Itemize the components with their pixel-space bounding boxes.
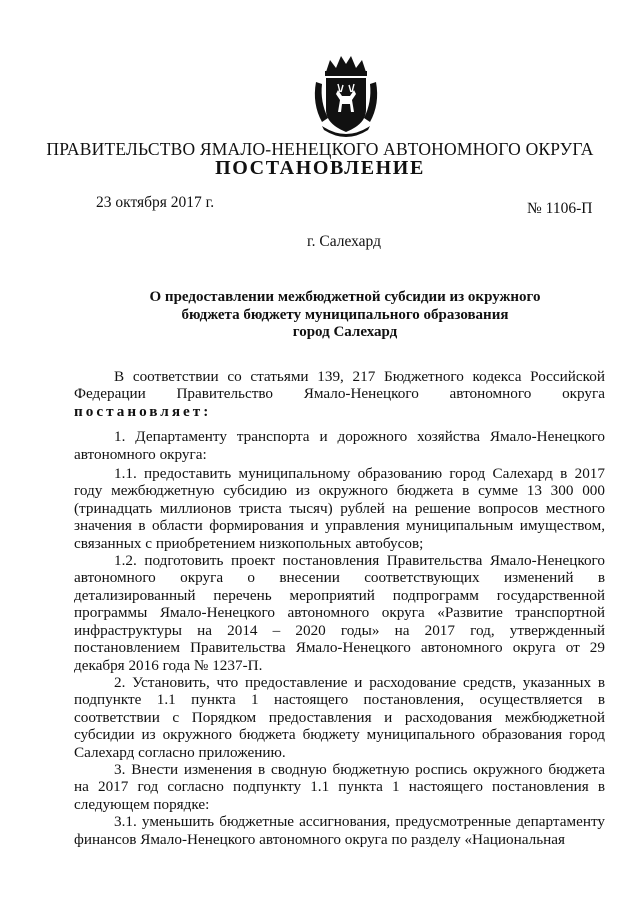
- subject-line: бюджета бюджету муниципального образования: [181, 306, 509, 323]
- document-city: г. Салехард: [307, 233, 381, 250]
- document-body: [74, 368, 605, 848]
- preamble-text: В соответствии со статьями 139, 217 Бюджетного кодекса Российской Федерации Правительство Ямало-Ненецкого автономного округа: [74, 368, 605, 403]
- preamble-paragraph: [74, 368, 605, 420]
- paragraph-3: 3. Внести изменения в сводную бюджетную роспись окружного бюджета на 2017 год согласно подпункту 1.1 пункта 1 настоящего постановления в следующем порядке:: [74, 760, 605, 813]
- subject-line: город Салехард: [292, 324, 398, 340]
- government-title: ПРАВИТЕЛЬСТВО ЯМАЛО-НЕНЕЦКОГО АВТОНОМНОГО ОКРУГА: [46, 139, 594, 159]
- yamal-coat-of-arms-icon: [312, 52, 380, 138]
- preamble-keyword: постановляет:: [74, 402, 212, 420]
- paragraph-1: 1. Департаменту транспорта и дорожного хозяйства Ямало-Ненецкого автономного округа:: [74, 428, 605, 463]
- paragraph-1-2: 1.2. подготовить проект постановления Правительства Ямало-Ненецкого автономного округа о внесении соответствующих изменений в детализированный перечень мероприятий подпрограмм государственной программы Ямало-Ненецкого автономного округа «Развитие транспортной инфраструктуры на 2014 – 2020 годы» на 2017 год, утвержденный постановлением Правительства Ямало-Ненецкого автономного округа от 29 декабря 2016 года № 1237-П.: [74, 552, 605, 674]
- paragraph-2: 2. Установить, что предоставление и расходование средств, указанных в подпункте 1.1 пункта 1 настоящего постановления, осуществляется в соответствии с Порядком предоставления и расходования межбюджетной субсидии из окружного бюджета бюджету муниципального образования город Салехард согласно приложению.: [74, 673, 605, 761]
- document-subject: [120, 289, 570, 342]
- document-type-title: ПОСТАНОВЛЕНИЕ: [215, 157, 425, 179]
- paragraph-1-1: 1.1. предоставить муниципальному образованию город Салехард в 2017 году межбюджетную субсидию из окружного бюджета в сумме 13 300 000 (тринадцать миллионов триста тысяч) рублей на решение вопросов местного значения в области формирования и управления муниципальным имуществом, связанных с приобретением низкопольных автобусов;: [74, 465, 605, 552]
- document-number: № 1106-П: [527, 200, 593, 217]
- document-date: 23 октября 2017 г.: [96, 194, 215, 211]
- paragraph-3-1: 3.1. уменьшить бюджетные ассигнования, предусмотренные департаменту финансов Ямало-Ненецкого автономного округа по разделу «Национальная: [74, 813, 605, 848]
- subject-line: О предоставлении межбюджетной субсидии из окружного: [149, 289, 541, 305]
